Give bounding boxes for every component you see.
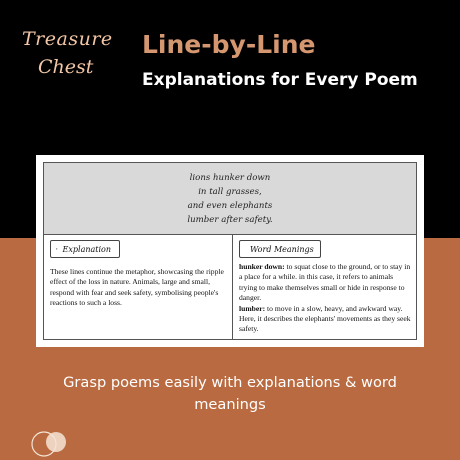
word-meanings-text	[239, 262, 411, 335]
word-definition: to squat close to the ground, or to stay in a place for a while. in this case, it refers to animals trying to make themselves small or hide in response to danger.	[239, 262, 411, 303]
poem-excerpt	[44, 163, 416, 235]
explanation-label: Explanation	[62, 244, 111, 254]
decorative-circles-icon	[18, 420, 78, 460]
logo-text-line-2: Chest	[38, 56, 94, 78]
explanation-text: These lines continue the metaphor, showcasing the ripple effect of the loss in nature. Animals, large and small, respond with fear and seek safety, symbolising people's reactions to such a loss.	[50, 267, 224, 308]
word-term: hunker down:	[239, 262, 285, 271]
poem-line: in tall grasses,	[198, 187, 262, 197]
word-meanings-label: Word Meanings	[250, 244, 314, 254]
poem-line: and even elephants	[187, 201, 273, 211]
caption-text: Grasp poems easily with explanations & word meanings	[63, 374, 397, 413]
treasure-chest-logo	[18, 28, 113, 88]
page-title: Line-by-Line	[142, 30, 316, 59]
explanation-heading-pill	[50, 240, 120, 258]
word-definition: to move in a slow, heavy, and awkward way. Here, it describes the elephants' movements as they seek safety.	[239, 303, 411, 334]
word-meaning-entry	[239, 262, 411, 304]
word-meanings-heading-pill	[239, 240, 321, 258]
poem-line: lumber after safety.	[187, 215, 273, 225]
word-meanings-column	[233, 235, 416, 339]
lightbulb-icon	[56, 244, 58, 254]
logo-text-line-1: Treasure	[22, 28, 113, 50]
word-term: lumber:	[239, 303, 266, 313]
explanation-column	[44, 235, 233, 339]
card-table	[43, 162, 417, 340]
word-meaning-entry	[239, 304, 411, 335]
poem-explanation-card	[36, 155, 424, 347]
page-subtitle: Explanations for Every Poem	[142, 70, 418, 90]
poem-line: lions hunker down	[189, 173, 271, 183]
